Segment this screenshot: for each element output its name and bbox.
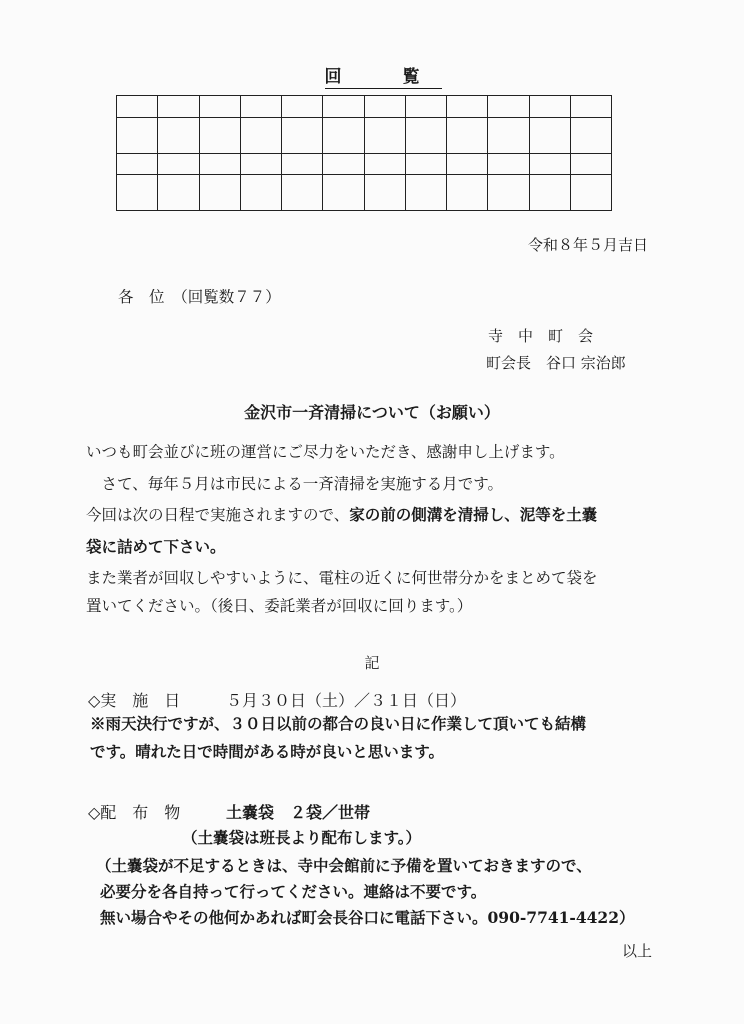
distribution-detail: （土嚢袋が不足するときは、寺中会館前に予備を置いておきますので、: [96, 856, 592, 875]
distribution-detail: 必要分を各自持って行ってください。連絡は不要です。: [100, 882, 487, 901]
emphasis-text: 家の前の側溝を清掃し、泥等を土嚢: [349, 505, 598, 524]
schedule-dates: ５月３０日（土）／３１日（日）: [226, 691, 467, 710]
distribution-detail: 無い場合やその他何かあれば町会長谷口に電話下さい。090-7741-4422）: [100, 908, 635, 927]
schedule-note: です。晴れた日で時間がある時が良いと思います。: [90, 742, 445, 761]
body-line: さて、毎年５月は市民による一斉清掃を実施する月です。: [86, 475, 503, 493]
chairman-name: 町会長 谷口 宗治郎: [486, 354, 626, 372]
body-text: 今回は次の日程で実施されますので、: [86, 506, 350, 524]
body-line: いつも町会並びに班の運営にご尽力をいただき、感謝申し上げます。: [86, 443, 565, 461]
circulation-title: 回 覧: [324, 67, 442, 87]
organization-name: 寺 中 町 会: [488, 327, 594, 345]
circulation-stamp-grid: [116, 95, 612, 211]
body-line: また業者が回収しやすいように、電柱の近くに何世帯分かをまとめて袋を: [86, 569, 598, 587]
body-line-with-emphasis: [86, 503, 597, 525]
emphasis-line: 袋に詰めて下さい。: [86, 537, 226, 556]
body-line: 置いてください。（後日、委託業者が回収に回ります。）: [86, 597, 473, 615]
document-subject: 金沢市一斉清掃について（お願い）: [244, 403, 500, 422]
distribution-note: （土嚢袋は班長より配布します。）: [182, 828, 422, 847]
addressee: 各 位 （回覧数７７）: [118, 288, 281, 306]
closing-text: 以上: [621, 942, 652, 960]
schedule-label: ◇実 施 日: [88, 691, 181, 710]
ki-heading: 記: [364, 654, 380, 672]
issue-date: 令和８年５月吉日: [527, 236, 648, 254]
schedule-note: ※雨天決行ですが、３０日以前の都合の良い日に作業して頂いても結構: [90, 714, 587, 733]
distribution-item: 土嚢袋 ２袋／世帯: [226, 803, 371, 822]
distribution-label: ◇配 布 物: [88, 803, 181, 822]
